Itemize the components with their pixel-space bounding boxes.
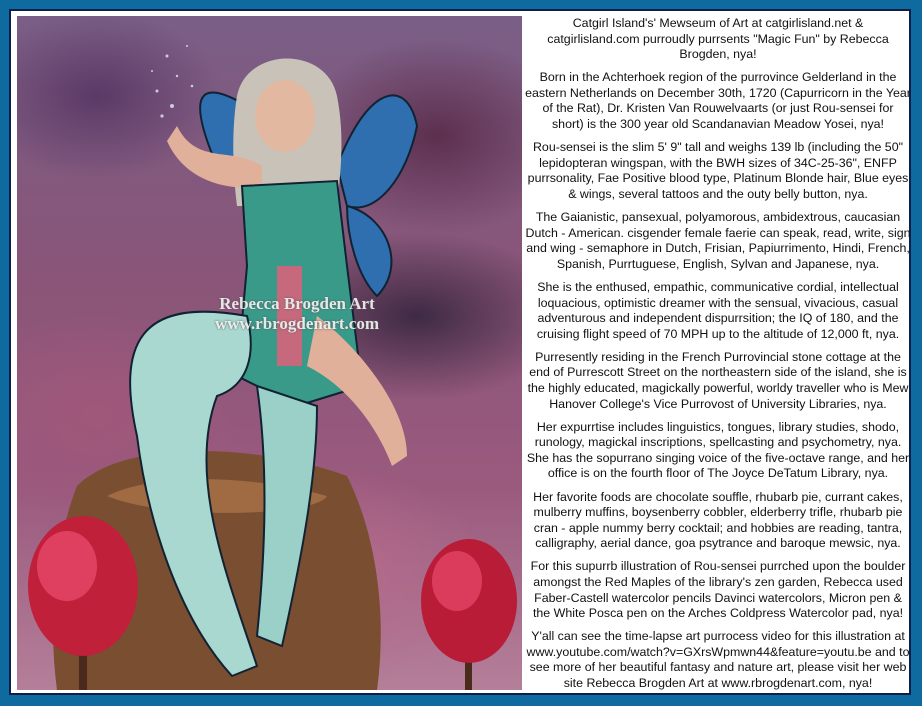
caption-intro: Catgirl Island's' Mewseum of Art at catgirlisland.net & catgirlisland.com purroudly purrsents "Magic Fun" by Rebecca Brogden, nya! xyxy=(547,16,889,62)
red-maple-right xyxy=(421,539,517,690)
caption-paragraph: For this supurrb illustration of Rou-sensei purrched upon the boulder amongst the Red Maples of the library's zen garden, Rebecca used Faber-Castell watercolor pencils Davinci watercolors, Micron pen & the White Posca pen on the Arches Coldpress Watercolor pad, nya! xyxy=(530,559,906,621)
caption-paragraph: Born in the Achterhoek region of the purrovince Gelderland in the eastern Netherlands on December 30th, 1720 (Capurricorn in the Year of the Rat), Dr. Kristen Van Rouwelvaarts (or just Rou-sensei for short) is the 300 year old Scandanavian Meadow Yosei, nya! xyxy=(525,70,911,132)
watermark-url: www.rbrogdenart.com xyxy=(215,314,379,333)
watermark-name: Rebecca Brogden Art xyxy=(219,294,375,313)
caption-panel xyxy=(525,16,911,699)
caption-paragraph: Purresently residing in the French Purrovincial stone cottage at the end of Purrescott Street on the northeastern side of the island, she is the highly educated, magickally powerful, worldy traveller who is Mew Hanover College's Vice Purrovost of University Libraries, nya. xyxy=(527,349,909,411)
caption-links: Y'all can see the time-lapse art purrocess video for this illustration at www.youtube.com/watch?v=GXrsWpmwn44&feature=youtu.be and to see more of her beautiful fantasy and nature art, please visit her web site Rebecca Brogden Art at www.rbrogdenart.com, nya! xyxy=(526,629,910,691)
caption-paragraph: The Gaianistic, pansexual, polyamorous, ambidextrous, caucasian Dutch - American. cisgender female faerie can speak, read, write, sign and wing - semaphore in Dutch, Frisian, Papiurrimento, Hindi, French, Spanish, Purrtuguese, English, Sylvan and Japanese, nya. xyxy=(525,210,911,271)
artwork-painting xyxy=(17,16,522,690)
caption-paragraph: Rou-sensei is the slim 5' 9" tall and weighs 139 lb (including the 50" lepidopteran wingspan, with the BWH sizes of 34C-25-36", ENFP purrsonality, Fae Positive blood type, Platinum Blonde hair, Blue eyes & wings, several tattoos and the outy belly button, nya. xyxy=(527,140,909,201)
caption-paragraph: She is the enthused, empathic, communicative cordial, intellectual loquacious, optimistic dreamer with the sensual, vivacious, casual adventurous and independent dispurrsition; the IQ of 180, and the cruising flight speed of 70 MPH up to the altitude of 12,000 ft, nya. xyxy=(536,279,900,341)
face xyxy=(255,80,315,152)
caption-paragraph: Her favorite foods are chocolate souffle, rhubarb pie, currant cakes, mulberry muffins, boysenberry cobbler, elderberry trifle, rhubarb pie cran - apple nummy berry cocktail; and hobbies are reading, tantra, calligraphy, aerial dance, goa psytrance and baroque mewsic, nya. xyxy=(533,489,903,551)
caption-paragraph: Her expurrtise includes linguistics, tongues, library studies, shodo, runology, magickal inscriptions, spellcasting and psychometry, nya. She has the sopurrano singing voice of the five-octave range, and her office is on the fourth floor of The Joyce DeTatum Library, nya. xyxy=(526,419,910,481)
sparkles xyxy=(151,45,193,118)
fairy-illustration xyxy=(17,16,522,690)
